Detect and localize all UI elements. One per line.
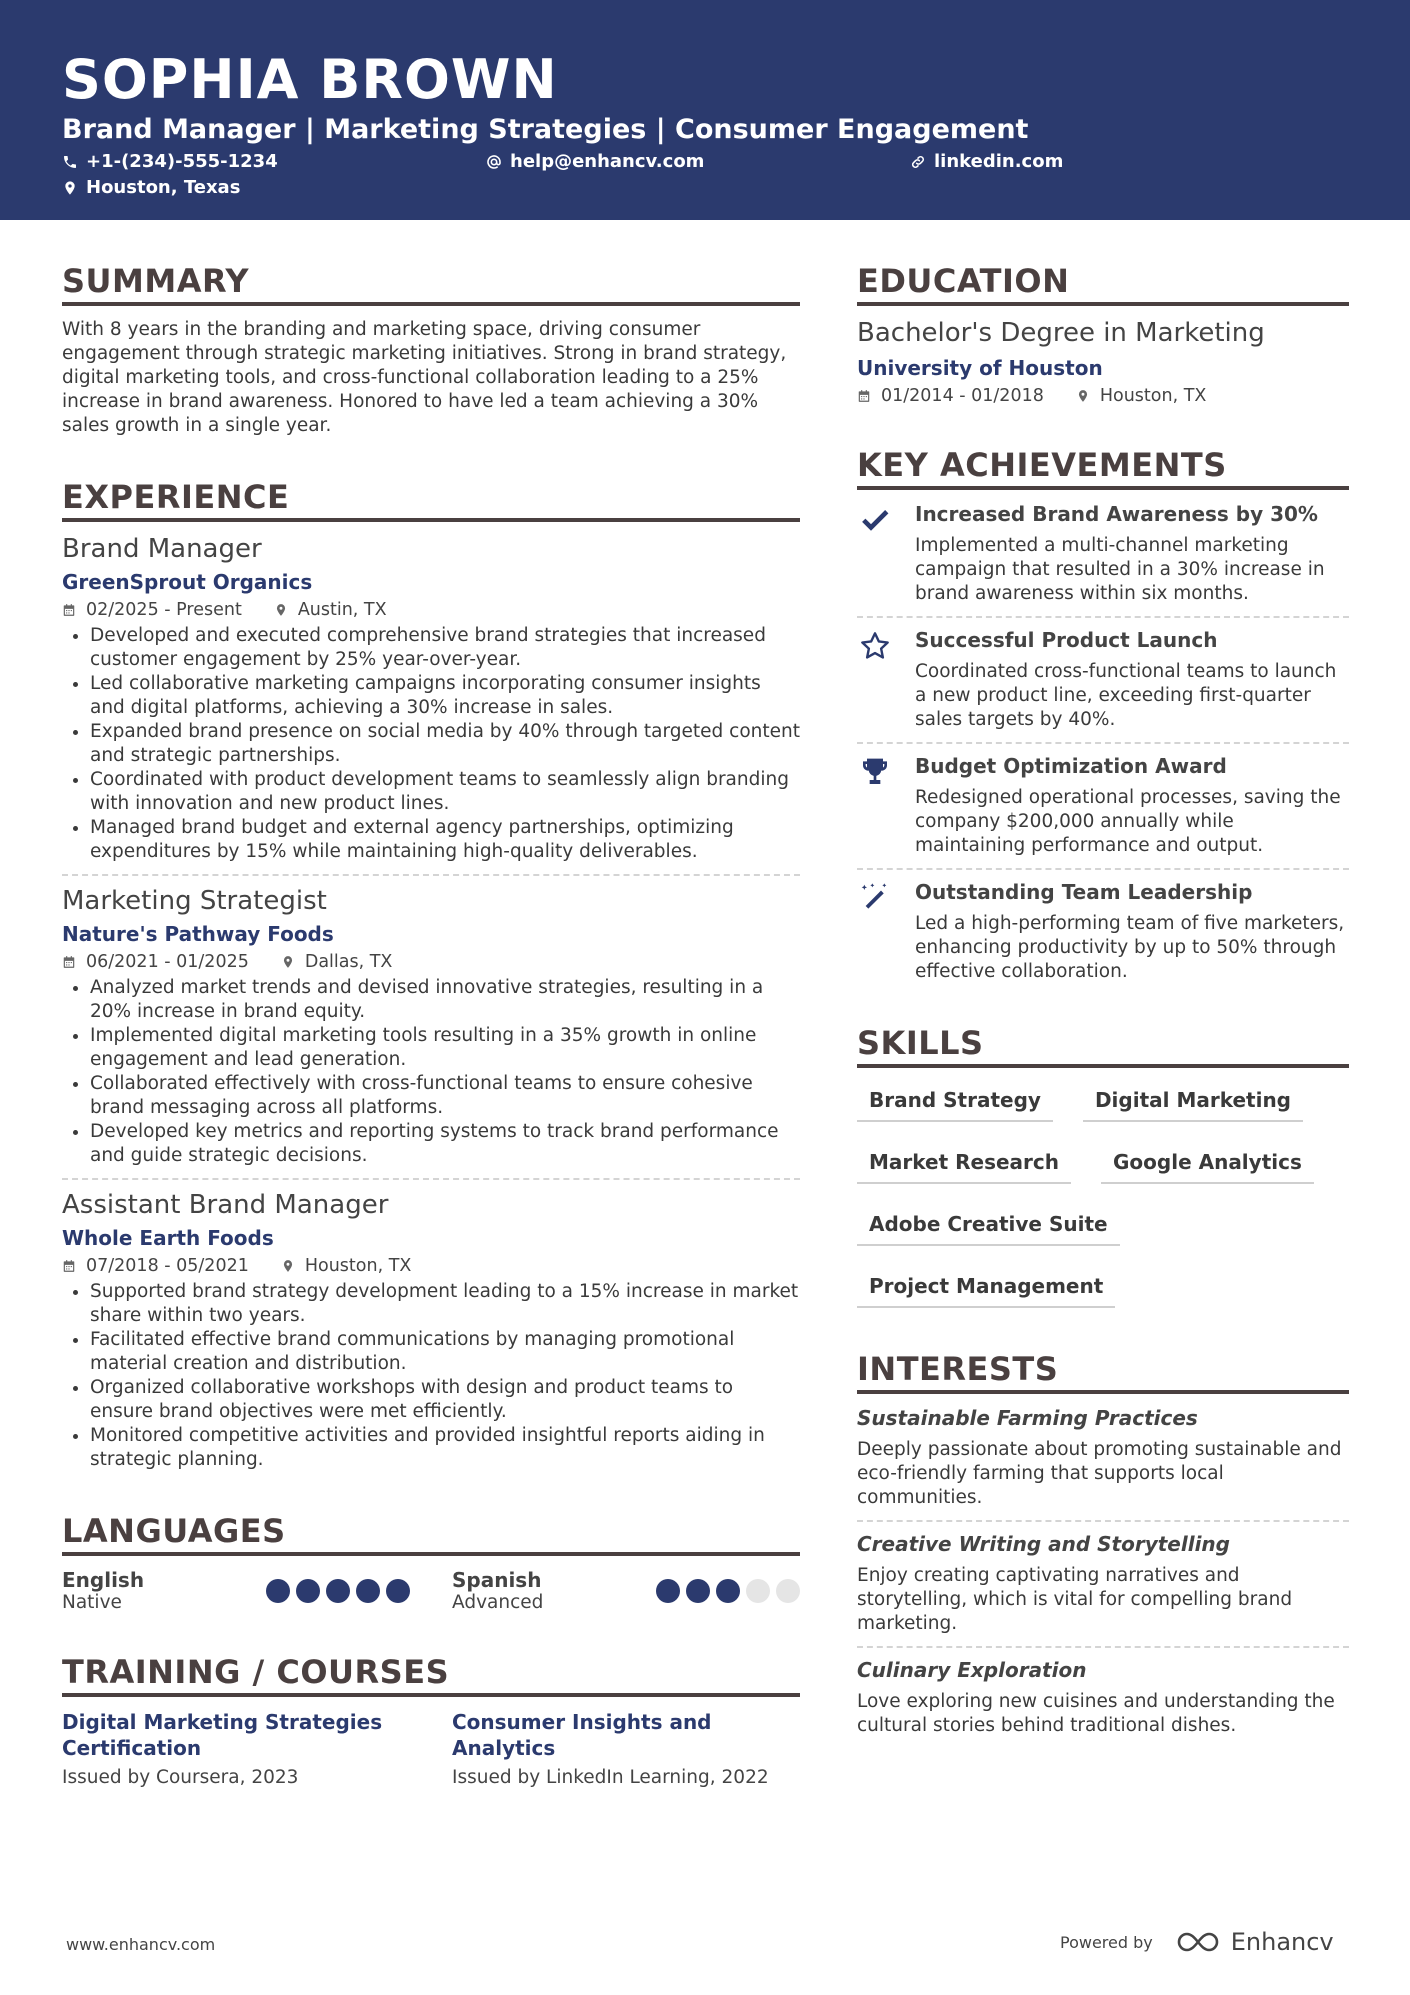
education-location-text: Houston, TX bbox=[1099, 386, 1207, 406]
job-bullets bbox=[62, 1280, 800, 1472]
language-item bbox=[452, 1568, 800, 1613]
rating-dot bbox=[746, 1579, 770, 1603]
interest-text: Deeply passionate about promoting sustainable and eco-friendly farming that supports local communities. bbox=[857, 1439, 1342, 1508]
education-dates: 01/2014 - 01/2018 bbox=[881, 386, 1044, 406]
phone-text: +1-(234)-555-1234 bbox=[86, 151, 278, 172]
rating-dot bbox=[776, 1579, 800, 1603]
rating-dot bbox=[656, 1579, 680, 1603]
job-meta bbox=[62, 1256, 800, 1276]
location-text: Houston, Texas bbox=[86, 177, 241, 198]
divider bbox=[857, 1520, 1349, 1522]
training-item bbox=[62, 1709, 410, 1788]
check-icon bbox=[859, 504, 891, 536]
achievement-item bbox=[857, 628, 1349, 732]
job-location-text: Houston, TX bbox=[304, 1256, 412, 1276]
experience-item bbox=[62, 534, 800, 864]
interest-title: Creative Writing and Storytelling bbox=[857, 1532, 1230, 1556]
rating-dot bbox=[386, 1579, 410, 1603]
powered-by-label: Powered by bbox=[1060, 1932, 1153, 1952]
achievement-title: Budget Optimization Award bbox=[915, 754, 1227, 778]
job-meta bbox=[62, 952, 800, 972]
bullet: • Supported brand strategy development leading to a 15% increase in market share within two years. bbox=[90, 1280, 800, 1328]
infinity-logo-icon bbox=[1175, 1930, 1221, 1954]
enhancv-logo[interactable] bbox=[1175, 1928, 1334, 1956]
achievements-title: KEY ACHIEVEMENTS bbox=[857, 446, 1349, 490]
job-dates: 02/2025 - Present bbox=[86, 600, 242, 620]
training-issuer: Issued by Coursera, 2023 bbox=[62, 1767, 299, 1788]
achievement-text: Led a high-performing team of five marketers, enhancing productivity by up to 50% through effective collaboration. bbox=[915, 913, 1345, 982]
contact-email[interactable] bbox=[486, 151, 704, 172]
job-location-text: Dallas, TX bbox=[304, 952, 393, 972]
education-title: EDUCATION bbox=[857, 262, 1349, 306]
calendar-icon bbox=[62, 1259, 76, 1273]
job-company: Whole Earth Foods bbox=[62, 1226, 274, 1250]
skills-title: SKILLS bbox=[857, 1024, 1349, 1068]
location-pin-icon bbox=[281, 1259, 295, 1273]
job-company: Nature's Pathway Foods bbox=[62, 922, 334, 946]
achievement-text: Coordinated cross-functional teams to launch a new product line, exceeding first-quarter sales targets by 40%. bbox=[915, 661, 1337, 730]
language-name: English bbox=[62, 1568, 145, 1592]
job-role: Assistant Brand Manager bbox=[62, 1190, 389, 1220]
achievement-title: Outstanding Team Leadership bbox=[915, 880, 1253, 904]
achievement-text: Redesigned operational processes, saving the company $200,000 annually while maintaining performance and output. bbox=[915, 787, 1341, 856]
bullet: • Collaborated effectively with cross-functional teams to ensure cohesive brand messaging across all platforms. bbox=[90, 1072, 800, 1120]
contact-linkedin[interactable] bbox=[910, 151, 1063, 172]
bullet: • Developed key metrics and reporting systems to track brand performance and guide strategic decisions. bbox=[90, 1120, 800, 1168]
achievement-item bbox=[857, 502, 1349, 606]
experience-item bbox=[62, 1190, 800, 1472]
calendar-icon bbox=[857, 389, 871, 403]
candidate-name: SOPHIA BROWN bbox=[62, 48, 558, 111]
skill-tag: Digital Marketing bbox=[1083, 1088, 1303, 1122]
job-meta bbox=[62, 600, 800, 620]
interest-item bbox=[857, 1532, 1349, 1636]
job-role: Marketing Strategist bbox=[62, 886, 327, 916]
bullet: • Managed brand budget and external agency partnerships, optimizing expenditures by 15% while maintaining high-quality deliverables. bbox=[90, 816, 800, 864]
summary-title: SUMMARY bbox=[62, 262, 800, 306]
footer-branding bbox=[1060, 1928, 1334, 1956]
education-degree: Bachelor's Degree in Marketing bbox=[857, 318, 1265, 348]
divider bbox=[857, 868, 1349, 870]
interest-title: Culinary Exploration bbox=[857, 1658, 1087, 1682]
achievement-icon-wrap bbox=[857, 502, 893, 606]
skills-list bbox=[857, 1088, 1349, 1336]
bullet: • Organized collaborative workshops with design and product teams to ensure brand objectives were met efficiently. bbox=[90, 1376, 800, 1424]
education-location bbox=[1076, 386, 1207, 406]
skill-tag: Market Research bbox=[857, 1150, 1071, 1184]
skill-tag: Adobe Creative Suite bbox=[857, 1212, 1120, 1246]
brand-name: Enhancv bbox=[1230, 1928, 1334, 1956]
location-pin-icon bbox=[274, 603, 288, 617]
job-role: Brand Manager bbox=[62, 534, 262, 564]
calendar-icon bbox=[62, 955, 76, 969]
language-item bbox=[62, 1568, 410, 1613]
skill-tag: Brand Strategy bbox=[857, 1088, 1053, 1122]
divider bbox=[857, 742, 1349, 744]
bullet: • Developed and executed comprehensive brand strategies that increased customer engagement by 25% year-over-year. bbox=[90, 624, 800, 672]
bullet: • Analyzed market trends and devised innovative strategies, resulting in a 20% increase in brand equity. bbox=[90, 976, 800, 1024]
interest-item bbox=[857, 1658, 1349, 1738]
job-bullets bbox=[62, 624, 800, 864]
bullet: • Monitored competitive activities and provided insightful reports aiding in strategic planning. bbox=[90, 1424, 800, 1472]
language-name: Spanish bbox=[452, 1568, 542, 1592]
education-meta bbox=[857, 386, 1349, 406]
resume-header bbox=[0, 0, 1410, 220]
languages-title: LANGUAGES bbox=[62, 1512, 800, 1556]
rating-dot bbox=[266, 1579, 290, 1603]
achievement-item bbox=[857, 754, 1349, 858]
language-rating bbox=[656, 1579, 800, 1603]
divider bbox=[857, 1646, 1349, 1648]
interest-text: Love exploring new cuisines and understanding the cultural stories behind traditional dishes. bbox=[857, 1691, 1335, 1736]
interest-item bbox=[857, 1406, 1349, 1510]
rating-dot bbox=[356, 1579, 380, 1603]
job-dates: 07/2018 - 05/2021 bbox=[86, 1256, 249, 1276]
candidate-headline: Brand Manager | Marketing Strategies | Consumer Engagement bbox=[62, 114, 1029, 145]
job-location-text: Austin, TX bbox=[297, 600, 387, 620]
rating-dot bbox=[686, 1579, 710, 1603]
training-name: Digital Marketing Strategies Certification bbox=[62, 1710, 383, 1760]
skill-tag: Google Analytics bbox=[1101, 1150, 1314, 1184]
bullet: • Expanded brand presence on social media by 40% through targeted content and strategic partnerships. bbox=[90, 720, 800, 768]
experience-item bbox=[62, 886, 800, 1168]
training-item bbox=[452, 1709, 800, 1788]
job-bullets bbox=[62, 976, 800, 1168]
achievement-item bbox=[857, 880, 1349, 984]
magic-wand-icon bbox=[859, 882, 891, 914]
job-location bbox=[281, 1256, 412, 1276]
rating-dot bbox=[326, 1579, 350, 1603]
training-title: TRAINING / COURSES bbox=[62, 1653, 800, 1697]
achievement-title: Increased Brand Awareness by 30% bbox=[915, 502, 1318, 526]
language-level: Advanced bbox=[452, 1592, 544, 1613]
phone-icon bbox=[62, 154, 78, 170]
interest-title: Sustainable Farming Practices bbox=[857, 1406, 1198, 1430]
left-column bbox=[62, 262, 800, 1788]
training-list bbox=[62, 1709, 800, 1788]
calendar-icon bbox=[62, 603, 76, 617]
linkedin-text: linkedin.com bbox=[934, 151, 1064, 172]
star-icon bbox=[859, 630, 891, 662]
divider bbox=[62, 1178, 800, 1180]
trophy-icon bbox=[859, 756, 891, 788]
contact-phone[interactable] bbox=[62, 151, 278, 172]
interests-title: INTERESTS bbox=[857, 1350, 1349, 1394]
achievement-text: Implemented a multi-channel marketing campaign that resulted in a 30% increase in brand awareness within six months. bbox=[915, 535, 1325, 604]
contact-location bbox=[62, 177, 240, 198]
bullet: • Led collaborative marketing campaigns incorporating consumer insights and digital platforms, achieving a 30% increase in sales. bbox=[90, 672, 800, 720]
link-icon bbox=[910, 154, 926, 170]
location-pin-icon bbox=[62, 180, 78, 196]
location-pin-icon bbox=[281, 955, 295, 969]
rating-dot bbox=[296, 1579, 320, 1603]
bullet: • Facilitated effective brand communications by managing promotional material creation and distribution. bbox=[90, 1328, 800, 1376]
skill-tag: Project Management bbox=[857, 1274, 1115, 1308]
right-column bbox=[857, 262, 1349, 1738]
email-text: help@enhancv.com bbox=[510, 151, 705, 172]
location-pin-icon bbox=[1076, 389, 1090, 403]
experience-title: EXPERIENCE bbox=[62, 478, 800, 522]
language-rating bbox=[266, 1579, 410, 1603]
footer-website[interactable]: www.enhancv.com bbox=[66, 1935, 216, 1954]
job-company: GreenSprout Organics bbox=[62, 570, 313, 594]
summary-text: With 8 years in the branding and marketing space, driving consumer engagement through strategic marketing initiatives. Strong in brand strategy, digital marketing tools, and cross-functional collaboration leading to a 25% increase in brand awareness. Honored to have led a team achieving a 30% sales growth in a single year. bbox=[62, 319, 787, 436]
achievement-icon-wrap bbox=[857, 754, 893, 858]
divider bbox=[857, 616, 1349, 618]
job-location bbox=[274, 600, 387, 620]
bullet: • Implemented digital marketing tools resulting in a 35% growth in online engagement and lead generation. bbox=[90, 1024, 800, 1072]
education-school: University of Houston bbox=[857, 356, 1103, 380]
training-issuer: Issued by LinkedIn Learning, 2022 bbox=[452, 1767, 769, 1788]
job-dates: 06/2021 - 01/2025 bbox=[86, 952, 249, 972]
bullet: • Coordinated with product development teams to seamlessly align branding with innovation and new product lines. bbox=[90, 768, 800, 816]
at-sign-icon bbox=[486, 154, 502, 170]
rating-dot bbox=[716, 1579, 740, 1603]
training-name: Consumer Insights and Analytics bbox=[452, 1710, 712, 1760]
job-location bbox=[281, 952, 393, 972]
achievement-title: Successful Product Launch bbox=[915, 628, 1218, 652]
language-level: Native bbox=[62, 1592, 122, 1613]
achievement-icon-wrap bbox=[857, 628, 893, 732]
interest-text: Enjoy creating captivating narratives and storytelling, which is vital for compelling brand marketing. bbox=[857, 1565, 1293, 1634]
languages-list bbox=[62, 1568, 800, 1613]
divider bbox=[62, 874, 800, 876]
achievement-icon-wrap bbox=[857, 880, 893, 984]
